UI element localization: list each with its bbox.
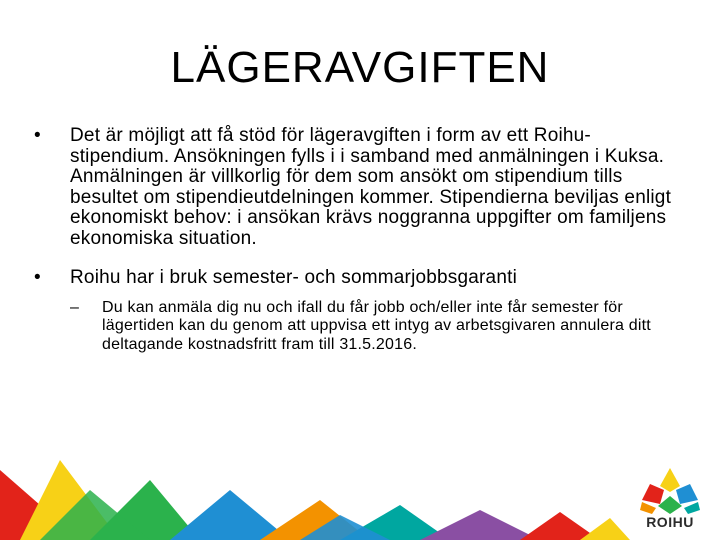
slide-title: LÄGERAVGIFTEN [170,43,550,92]
logo-piece-teal [684,502,700,514]
sub-bullet-text: Du kan anmäla dig nu och ifall du får jobb och/eller inte får semester för lägertiden kan du genom att uppvisa ett intyg av arbetsgivaren annulera ditt deltagande kostnadsfritt fram till 31.5.2016. [102,298,651,353]
logo-piece-blue [676,484,698,504]
slide-content [34,126,684,354]
logo-piece-green [658,496,682,514]
bullet-item [34,268,684,289]
bullet-marker: • [34,267,41,288]
sub-bullet-marker: – [70,298,79,316]
decorative-color-band [0,430,720,540]
band-shape-yellow-2 [580,518,630,540]
bullet-text: Roihu har i bruk semester- och sommarjobbsgaranti [70,267,517,288]
bullet-marker: • [34,125,41,146]
bullet-text: Det är möjligt att få stöd för lägeravgiften i form av ett Roihu-stipendium. Ansökningen fylls i i samband med anmälningen i Kuksa. Anmälningen är villkorlig för dem som ansökt om stipendium tills besultet om stipendieutdelningen kommer. Stipendierna beviljas enligt ekonomiskt behov: i ansökan krävs noggranna uppgifter om familjens ekonomiska situation. [70,125,672,249]
sub-bullet-item [70,299,684,355]
logo-piece-red [642,484,664,504]
logo-piece-orange [640,502,656,514]
logo-piece-yellow [660,468,680,492]
logo-wordmark: ROIHU [646,514,694,530]
bullet-item [34,126,684,249]
band-shape-purple [420,510,540,540]
